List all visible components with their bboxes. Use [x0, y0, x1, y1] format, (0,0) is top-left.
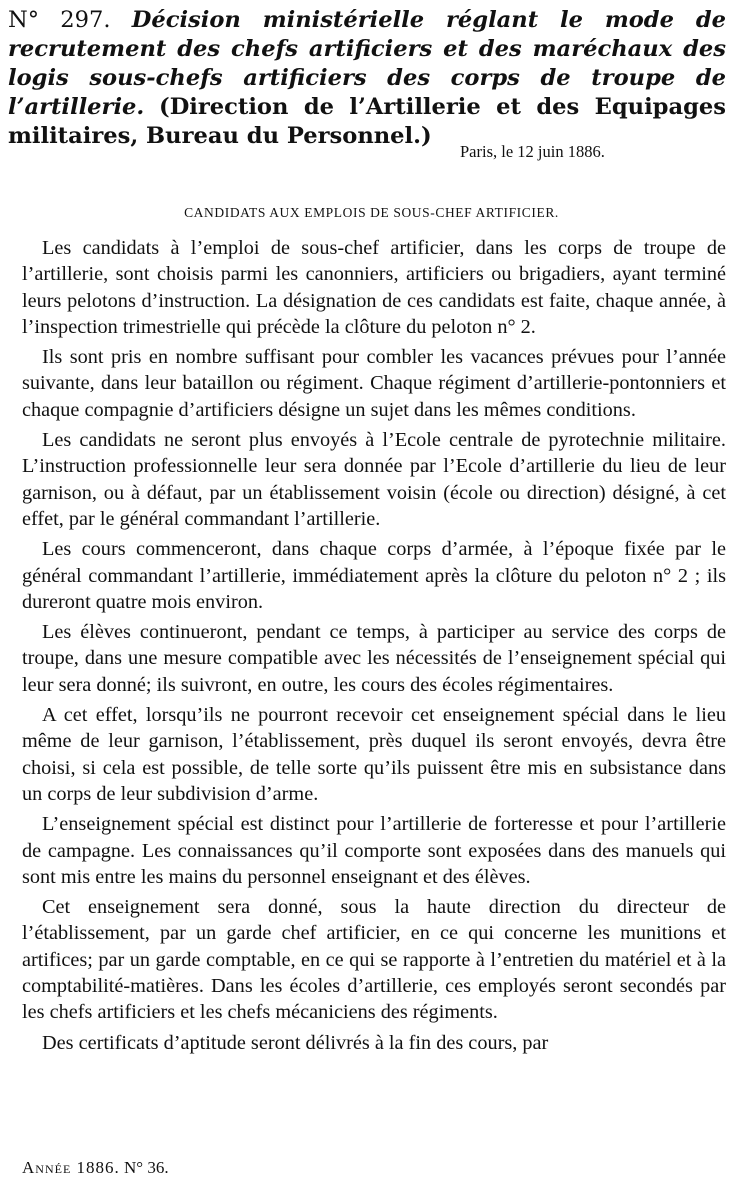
- decision-title: Décision ministérielle réglant le mode de recrutement des chefs artificiers et des maréchaux des logis sous-chefs artificiers des corps de troupe de l’artillerie.: [8, 7, 727, 120]
- paragraph: L’enseignement spécial est distinct pour l’artillerie de forteresse et pour l’artillerie de campagne. Les connaissances qu’il comporte sont exposées dans des manuels qui sont mis entre les mains du personnel enseignant et des élèves.: [22, 813, 726, 888]
- decision-direction: (Direction de l’Artillerie et des Equipages militaires, Bureau du Personnel.): [8, 94, 726, 149]
- decision-number: N° 297.: [8, 7, 111, 33]
- paragraph: Les élèves continueront, pendant ce temps, à participer au service des corps de troupe, dans une mesure compatible avec les nécessités de l’enseignement spécial qui leur sera donné; ils suivront, en outre, les cours des écoles régimentaires.: [22, 621, 726, 696]
- paragraph: Les cours commenceront, dans chaque corps d’armée, à l’époque fixée par le général commandant l’artillerie, immédiatement après la clôture du peloton n° 2 ; ils dureront quatre mois environ.: [22, 538, 726, 613]
- paragraph: Les candidats à l’emploi de sous-chef artificier, dans les corps de troupe de l’artillerie, sont choisis parmi les canonniers, artificiers ou brigadiers, ayant terminé leurs pelotons d’instruction. La désignation de ces candidats est faite, chaque année, à l’inspection trimestrielle qui précède la clôture du peloton n° 2.: [22, 237, 726, 338]
- footer-issue: N° 36.: [124, 1158, 169, 1177]
- page-footer: [22, 1158, 169, 1178]
- decision-header: [8, 6, 726, 151]
- paragraph: Des certificats d’aptitude seront délivrés à la fin des cours, par: [42, 1031, 549, 1054]
- paragraph: Ils sont pris en nombre suffisant pour combler les vacances prévues pour l’année suivante, dans leur bataillon ou régiment. Chaque régiment d’artillerie-pontonniers et chaque compagnie d’artificiers désigne un sujet dans les mêmes conditions.: [22, 346, 726, 421]
- paragraph: Cet enseignement sera donné, sous la haute direction du directeur de l’établissement, par un garde chef artificier, en ce qui concerne les munitions et artifices; par un garde comptable, en ce qui se rapporte à l’entretien du matériel et à la comptabilité-matières. Dans les écoles d’artillerie, ces employés seront secondés par les chefs artificiers et les chefs mécaniciens des régiments.: [22, 896, 726, 1024]
- footer-year: Année 1886.: [22, 1158, 120, 1177]
- paragraph: A cet effet, lorsqu’ils ne pourront recevoir cet enseignement spécial dans le lieu même de leur garnison, l’établissement, près duquel ils seront envoyés, devra être choisi, si cela est possible, de telle sorte qu’ils puissent être mis en subsistance dans un corps de leur subdivision d’arme.: [22, 704, 726, 805]
- section-title: CANDIDATS AUX EMPLOIS DE SOUS-CHEF ARTIFICIER.: [184, 205, 559, 220]
- body-text: [22, 235, 726, 1060]
- decision-date: Paris, le 12 juin 1886.: [460, 142, 605, 161]
- paragraph: Les candidats ne seront plus envoyés à l’Ecole centrale de pyrotechnie militaire. L’instruction professionnelle leur sera donnée par l’Ecole d’artillerie du lieu de leur garnison, ou à défaut, par un établissement voisin (école ou direction) désigné, à cet effet, par le général commandant l’artillerie.: [22, 429, 726, 530]
